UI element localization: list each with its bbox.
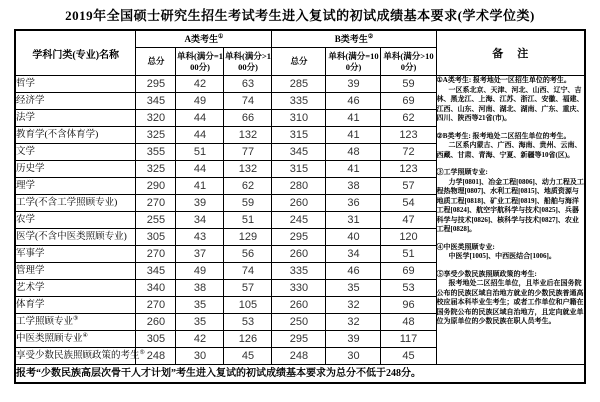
score-cell: 53	[381, 280, 436, 297]
score-cell: 335	[272, 263, 326, 280]
score-cell: 310	[272, 110, 326, 127]
score-cell: 41	[326, 161, 381, 178]
discipline-name: 历史学	[15, 161, 136, 178]
score-cell: 315	[272, 161, 326, 178]
score-cell: 74	[224, 93, 272, 110]
score-cell: 355	[136, 144, 176, 161]
score-cell: 34	[176, 212, 224, 229]
discipline-name: 工学(不含工学照顾专业)	[15, 195, 136, 212]
score-cell: 39	[326, 76, 381, 93]
score-cell: 77	[224, 144, 272, 161]
score-cell: 43	[176, 229, 224, 246]
score-cell: 270	[136, 195, 176, 212]
score-cell: 123	[381, 127, 436, 144]
score-cell: 45	[381, 348, 436, 365]
remark-paragraph: 一区系北京、天津、河北、山西、辽宁、吉林、黑龙江、上海、江苏、浙江、安徽、福建、江西、山东、河南、湖北、湖南、广东、重庆、四川、陕西等21省(市)。	[436, 85, 584, 122]
score-cell: 41	[326, 127, 381, 144]
footnote-marker: ④	[82, 332, 88, 339]
score-cell: 335	[272, 93, 326, 110]
score-requirements-table	[14, 29, 586, 384]
page-title: 2019年全国硕士研究生招生考试考生进入复试的初试成绩基本要求(学术学位类)	[65, 8, 535, 23]
score-cell: 305	[136, 229, 176, 246]
score-cell: 39	[176, 195, 224, 212]
score-cell: 129	[224, 229, 272, 246]
group-a-label: A类考生	[184, 34, 219, 44]
score-cell: 35	[176, 314, 224, 331]
score-cell: 44	[176, 161, 224, 178]
score-cell: 57	[224, 280, 272, 297]
score-cell: 117	[381, 331, 436, 348]
score-cell: 62	[381, 110, 436, 127]
score-cell: 72	[381, 144, 436, 161]
footnote-text: 报考“少数民族高层次骨干人才计划”考生进入复试的初试成绩基本要求为总分不低于248分。	[15, 365, 585, 384]
remark-paragraph: ①A类考生: 报考地处一区招生单位的考生。	[436, 76, 571, 84]
discipline-name: 法学	[15, 110, 136, 127]
subheader-b-total: 总分	[272, 48, 326, 76]
discipline-name: 中医类照顾专业④	[15, 331, 136, 348]
score-cell: 51	[176, 144, 224, 161]
score-cell: 40	[326, 229, 381, 246]
score-cell: 53	[224, 314, 272, 331]
score-cell: 260	[272, 297, 326, 314]
remark-paragraph: ③工学照顾专业:	[436, 168, 488, 176]
score-cell: 37	[176, 246, 224, 263]
discipline-name: 艺术学	[15, 280, 136, 297]
score-cell: 51	[381, 246, 436, 263]
discipline-name: 工学照顾专业③	[15, 314, 136, 331]
score-cell: 32	[326, 314, 381, 331]
score-cell: 56	[224, 246, 272, 263]
score-cell: 105	[224, 297, 272, 314]
score-cell: 270	[136, 246, 176, 263]
score-cell: 36	[326, 195, 381, 212]
score-cell: 38	[176, 280, 224, 297]
discipline-name: 教育学(不含体育学)	[15, 127, 136, 144]
score-cell: 290	[136, 178, 176, 195]
score-cell: 295	[136, 76, 176, 93]
score-cell: 54	[381, 195, 436, 212]
footnote-marker: ⑤	[139, 349, 145, 356]
score-cell: 248	[272, 348, 326, 365]
score-cell: 280	[272, 178, 326, 195]
score-cell: 45	[224, 348, 272, 365]
discipline-name: 医学(不含中医类照顾专业)	[15, 229, 136, 246]
score-cell: 325	[136, 127, 176, 144]
discipline-name: 军事学	[15, 246, 136, 263]
score-cell: 44	[176, 110, 224, 127]
score-cell: 325	[136, 161, 176, 178]
table-row	[15, 76, 585, 93]
score-cell: 57	[381, 178, 436, 195]
score-cell: 38	[326, 178, 381, 195]
score-cell: 345	[136, 93, 176, 110]
group-header-b	[272, 30, 436, 48]
score-cell: 96	[381, 297, 436, 314]
score-cell: 41	[176, 178, 224, 195]
score-cell: 126	[224, 331, 272, 348]
score-cell: 245	[272, 212, 326, 229]
score-cell: 49	[176, 93, 224, 110]
score-cell: 59	[224, 195, 272, 212]
score-cell: 340	[136, 280, 176, 297]
remark-paragraph: 中医学[1005]、中西医结合[1006]。	[448, 252, 556, 260]
score-cell: 255	[136, 212, 176, 229]
score-cell: 31	[326, 212, 381, 229]
column-header-remark: 备注	[436, 30, 585, 76]
footnote-marker-b: ②	[367, 34, 374, 40]
remark-paragraph: 二区系内蒙古、广西、海南、贵州、云南、西藏、甘肃、青海、宁夏、新疆等10省(区)。	[436, 141, 582, 159]
score-cell: 59	[381, 76, 436, 93]
score-cell: 248	[136, 348, 176, 365]
score-cell: 74	[224, 263, 272, 280]
score-cell: 120	[381, 229, 436, 246]
score-cell: 48	[381, 314, 436, 331]
group-header-a	[136, 30, 272, 48]
score-cell: 46	[326, 93, 381, 110]
score-cell: 315	[272, 127, 326, 144]
remark-paragraph: ②B类考生: 报考地处二区招生单位的考生。	[436, 131, 571, 140]
score-cell: 260	[272, 246, 326, 263]
score-cell: 260	[136, 314, 176, 331]
group-b-label: B类考生	[334, 34, 368, 44]
discipline-name: 文学	[15, 144, 136, 161]
score-cell: 132	[224, 161, 272, 178]
score-cell: 41	[326, 110, 381, 127]
subheader-a-total: 总分	[136, 48, 176, 76]
score-cell: 42	[176, 76, 224, 93]
score-cell: 48	[326, 144, 381, 161]
score-cell: 35	[326, 280, 381, 297]
discipline-name: 体育学	[15, 297, 136, 314]
score-cell: 330	[272, 280, 326, 297]
subheader-a-single-over100: 单科(满分>100分)	[224, 48, 272, 76]
score-cell: 44	[176, 127, 224, 144]
score-cell: 47	[381, 212, 436, 229]
score-cell: 49	[176, 263, 224, 280]
score-cell: 39	[326, 331, 381, 348]
remark-paragraph: ⑤享受少数民族照顾政策的考生:	[436, 269, 537, 278]
score-cell: 69	[381, 93, 436, 110]
subheader-b-single-over100: 单科(满分>100分)	[381, 48, 436, 76]
score-cell: 345	[272, 144, 326, 161]
discipline-name: 管理学	[15, 263, 136, 280]
discipline-name: 哲学	[15, 76, 136, 93]
score-cell: 63	[224, 76, 272, 93]
score-cell: 123	[381, 161, 436, 178]
header-row-groups	[15, 30, 585, 48]
remark-paragraph: 报考地处二区招生单位，且毕业后在国务院公布的民族区域自治地方就业的少数民族普通高校应届本科毕业生考生；或者工作单位和户籍在国务院公布的民族区域自治地方，且定向就业单位为原单位的少数民族在职人员考生。	[436, 279, 584, 325]
score-cell: 42	[176, 331, 224, 348]
footnote-marker: ③	[73, 315, 79, 322]
score-cell: 132	[224, 127, 272, 144]
remark-paragraph: ④中医类照顾专业:	[436, 242, 495, 251]
column-header-discipline: 学科门类(专业)名称	[15, 30, 136, 76]
score-cell: 295	[272, 331, 326, 348]
discipline-name: 农学	[15, 212, 136, 229]
score-cell: 260	[272, 195, 326, 212]
score-cell: 35	[176, 297, 224, 314]
discipline-name: 理学	[15, 178, 136, 195]
footnote-row	[15, 365, 585, 384]
score-cell: 345	[136, 263, 176, 280]
score-cell: 69	[381, 263, 436, 280]
remarks-cell	[436, 76, 585, 365]
score-cell: 34	[326, 246, 381, 263]
discipline-name: 享受少数民族照顾政策的考生⑤	[15, 348, 136, 365]
score-cell: 250	[272, 314, 326, 331]
score-cell: 51	[224, 212, 272, 229]
score-cell: 305	[136, 331, 176, 348]
score-cell: 285	[272, 76, 326, 93]
subheader-b-single100: 单科(满分=100分)	[326, 48, 381, 76]
score-cell: 320	[136, 110, 176, 127]
score-cell: 62	[224, 178, 272, 195]
score-cell: 295	[272, 229, 326, 246]
score-cell: 46	[326, 263, 381, 280]
score-cell: 30	[176, 348, 224, 365]
score-cell: 32	[326, 297, 381, 314]
footnote-marker-a: ①	[218, 34, 224, 40]
remark-paragraph: 力学[0801]、冶金工程[0806]、动力工程及工程热物理[0807]、水利工程[0815]、地质资源与地质工程[0818]、矿业工程[0819]、船舶与海洋工程[0824]、航空宇航科学与技术[0825]、兵器科学与技术[0826]、核科学与技术[0827]、农业工程[0828]。	[436, 177, 584, 233]
score-cell: 30	[326, 348, 381, 365]
discipline-name: 经济学	[15, 93, 136, 110]
score-cell: 66	[224, 110, 272, 127]
subheader-a-single100: 单科(满分=100分)	[176, 48, 224, 76]
score-cell: 270	[136, 297, 176, 314]
